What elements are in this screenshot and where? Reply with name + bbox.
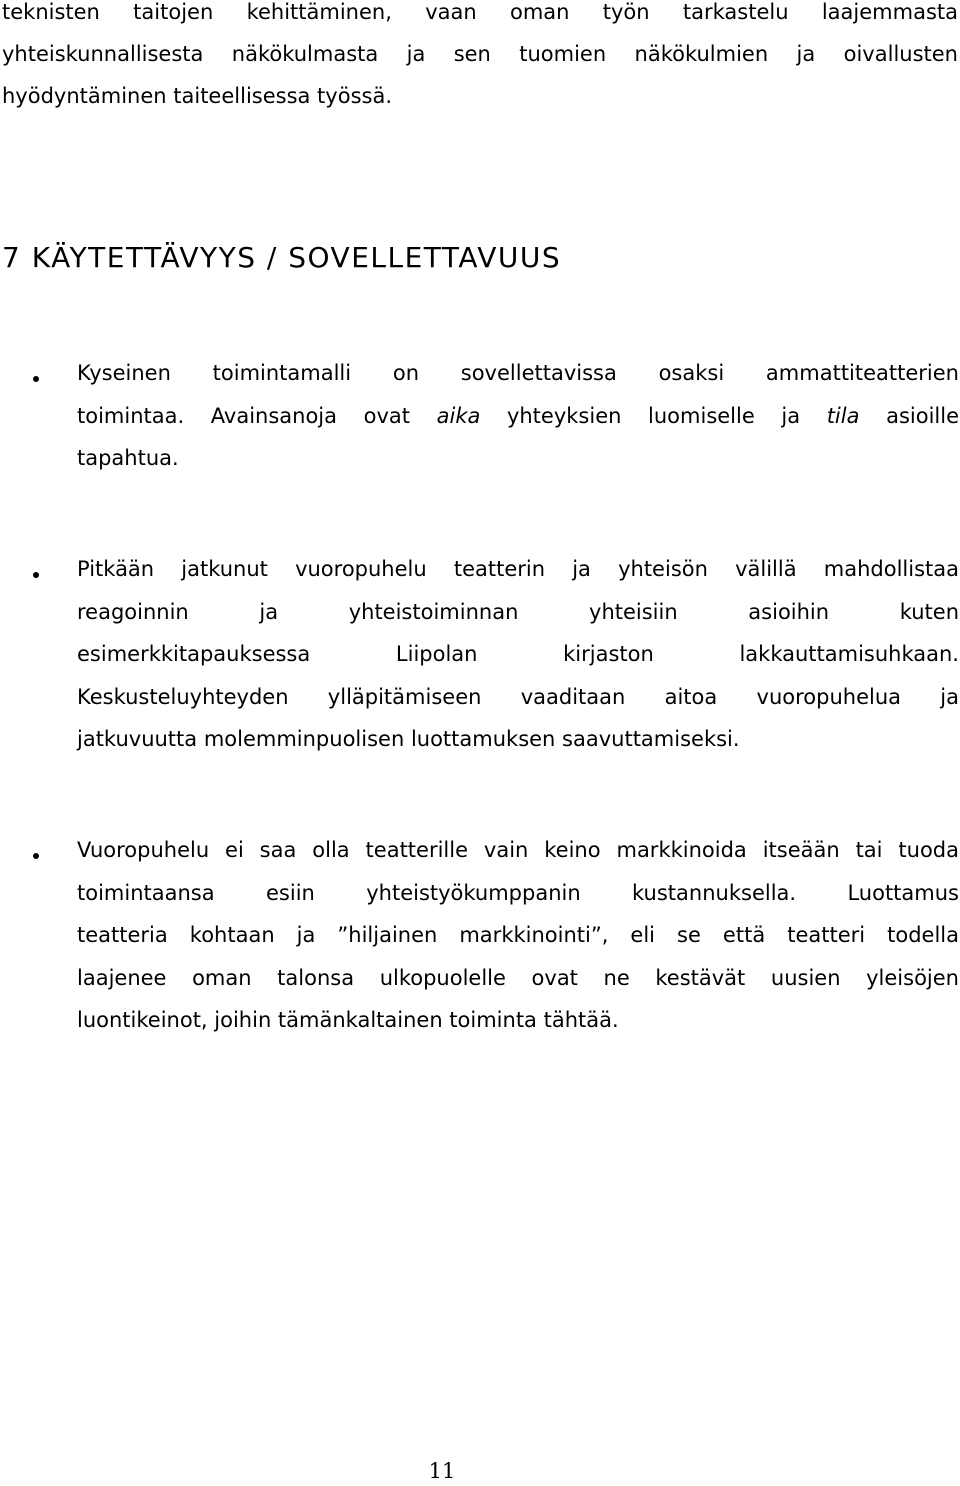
bullet-line xyxy=(77,437,959,480)
text-run: laajenee oman talonsa ulkopuolelle ovat ne kestävät uusien yleisöjen xyxy=(77,965,959,990)
section-heading: 7 KÄYTETTÄVYYS / SOVELLETTAVUUS xyxy=(2,241,562,274)
bullet-line xyxy=(77,548,959,591)
bullet-text xyxy=(77,548,959,761)
bullet-line xyxy=(77,999,959,1042)
text-run: asioille xyxy=(859,403,959,428)
page-number: 11 xyxy=(428,1459,456,1483)
bullet-dot-icon xyxy=(33,572,39,578)
bullet-line xyxy=(77,872,959,915)
intro-line: yhteiskunnallisesta näkökulmasta ja sen tuomien näkökulmien ja oivallusten xyxy=(2,42,958,66)
bullet-line xyxy=(77,591,959,634)
text-run: tapahtua. xyxy=(77,446,179,470)
emphasis-tila: tila xyxy=(826,403,860,428)
bullet-text xyxy=(77,829,959,1042)
emphasis-aika: aika xyxy=(436,403,481,428)
bullet-line xyxy=(77,718,959,761)
text-run: toimintaa. Avainsanoja ovat xyxy=(77,403,437,428)
text-run: toimintaansa esiin yhteistyökumppanin kustannuksella. Luottamus xyxy=(77,880,959,905)
bullet-line xyxy=(77,676,959,719)
intro-line: teknisten taitojen kehittäminen, vaan oman työn tarkastelu laajemmasta xyxy=(2,0,958,24)
bullet-text xyxy=(77,352,959,480)
text-run: reagoinnin ja yhteistoiminnan yhteisiin asioihin kuten xyxy=(77,599,959,624)
bullet-line xyxy=(77,829,959,872)
bullet-dot-icon xyxy=(33,376,39,382)
text-run: Kyseinen toimintamalli on sovellettavissa osaksi ammattiteatterien xyxy=(77,361,959,385)
intro-line: hyödyntäminen taiteellisessa työssä. xyxy=(2,84,392,108)
text-run: luontikeinot, joihin tämänkaltainen toiminta tähtää. xyxy=(77,1008,619,1032)
bullet-dot-icon xyxy=(33,853,39,859)
text-run: yhteyksien luomiselle ja xyxy=(480,403,827,428)
bullet-line xyxy=(77,633,959,676)
bullet-line xyxy=(77,914,959,957)
text-run: Vuoropuhelu ei saa olla teatterille vain keino markkinoida itseään tai tuoda xyxy=(77,838,959,862)
text-run: Pitkään jatkunut vuoropuhelu teatterin ja yhteisön välillä mahdollistaa xyxy=(77,557,959,581)
text-run: teatteria kohtaan ja ”hiljainen markkinointi”, eli se että teatteri todella xyxy=(77,923,959,947)
bullet-line xyxy=(77,395,959,438)
text-run: jatkuvuutta molemminpuolisen luottamuksen saavuttamiseksi. xyxy=(77,727,740,751)
bullet-line xyxy=(77,352,959,395)
text-run: esimerkkitapauksessa Liipolan kirjaston lakkauttamisuhkaan. xyxy=(77,642,959,666)
bullet-line xyxy=(77,957,959,1000)
text-run: Keskusteluyhteyden ylläpitämiseen vaaditaan aitoa vuoropuhelua ja xyxy=(77,684,959,709)
intro-paragraph xyxy=(2,0,958,117)
